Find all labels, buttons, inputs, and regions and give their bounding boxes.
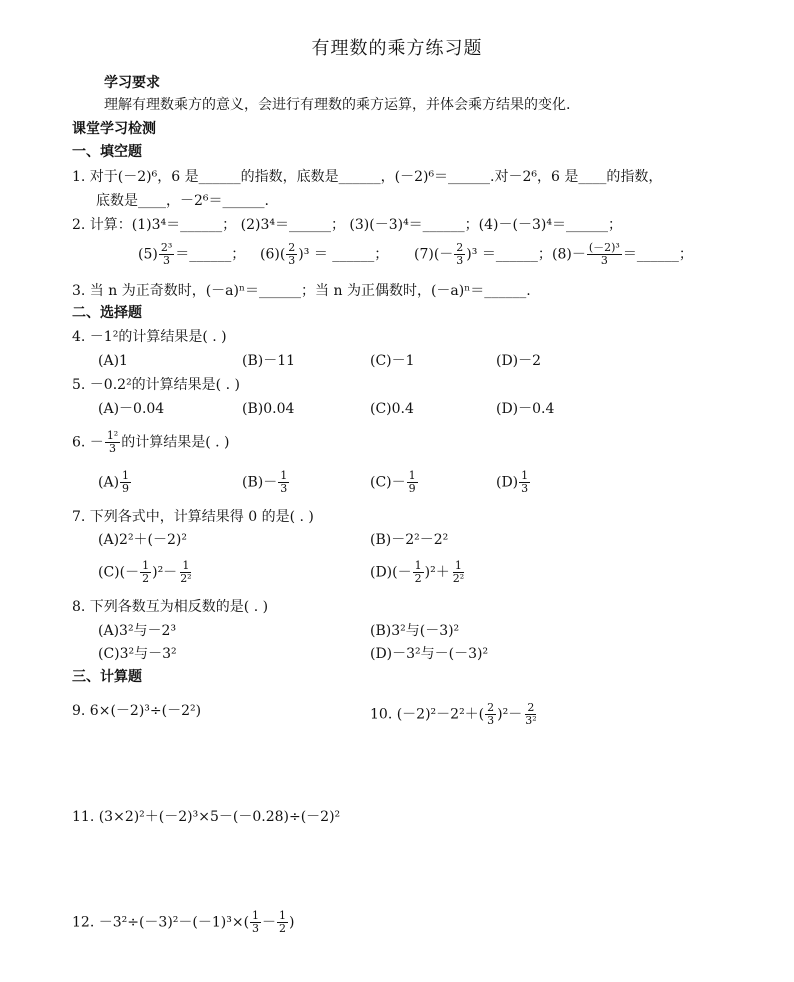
numerator: 1 [280,469,288,482]
answer-blank: )³ ＝______； [466,246,552,263]
fraction [413,560,424,585]
option-label: (B) [242,474,264,491]
question-5-option-a: (A)－0.04 [98,401,165,417]
question-10 [370,702,540,727]
numerator: 2 [456,241,464,254]
denominator: 3 [252,922,260,935]
part-label: (8)－ [552,246,586,263]
question-4-option-a: (A)1 [98,353,128,369]
numerator: 1 [122,469,130,482]
expression-start: 12. －3²÷(－3)²－(－1)³×( [72,914,250,931]
question-12 [72,910,295,935]
operator: )²－ [497,706,523,723]
question-4-stem: 4. －1²的计算结果是( . ) [72,329,227,345]
option-sign: － [391,474,406,491]
fraction [278,470,289,495]
question-1-line-1: 1. 对于(－2)⁶，6 是______的指数，底数是______，(－2)⁶＝______.对－2⁶，6 是____的指数， [72,169,663,185]
question-8-option-a: (A)3²与－2³ [98,623,177,639]
numerator: 1 [454,559,462,572]
part-label: (6)( [260,246,286,263]
question-5-option-d: (D)－0.4 [496,401,555,417]
fraction [277,910,288,935]
fraction [140,560,151,585]
denominator: 3² [525,714,537,727]
option-label: (D)(－ [370,564,412,581]
operator: － [262,914,277,931]
denominator: 3 [487,714,495,727]
fraction [485,702,496,727]
answer-blank: ＝______； [175,246,246,263]
question-5-option-b: (B)0.04 [242,401,295,417]
answer-blank: )³ ＝ ______； [298,246,389,263]
fraction [523,702,538,727]
fraction [178,560,193,585]
fraction [451,560,466,585]
question-7-option-c [98,560,195,585]
question-8-stem: 8. 下列各数互为相反数的是( . ) [72,599,269,615]
question-2-part-5 [138,242,245,267]
numerator: 1 [408,469,416,482]
denominator: 3 [109,442,117,455]
fraction [587,242,622,267]
section-choice: 二、选择题 [72,305,142,321]
question-9: 9. 6×(－2)³÷(－2²) [72,703,202,719]
denominator: 3 [288,254,296,267]
numerator: 2³ [160,241,173,254]
numerator: 1 [521,469,529,482]
question-1-line-2: 底数是____，－2⁶＝______. [96,193,269,209]
operator: )²＋ [424,564,450,581]
question-7-option-b: (B)－2²－2² [370,532,449,548]
requirements-text: 理解有理数乘方的意义，会进行有理数的乘方运算，并体会乘方结果的变化. [104,97,571,113]
numerator: 1² [106,429,119,442]
requirements-heading: 学习要求 [104,75,160,91]
denominator: 2² [180,572,192,585]
question-7-option-a: (A)2²＋(－2)² [98,532,187,548]
question-8-option-d: (D)－3²与－(－3)² [370,646,489,662]
fraction [250,910,261,935]
question-6-option-d [496,470,531,495]
question-4-option-d: (D)－2 [496,353,542,369]
question-8-option-b: (B)3²与(－3)² [370,623,460,639]
fraction [120,470,131,495]
denominator: 9 [408,482,416,495]
question-6-option-b [242,470,290,495]
question-text: 的计算结果是( . ) [121,434,230,451]
numerator: 2 [527,701,535,714]
check-heading: 课堂学习检测 [72,121,156,137]
part-label: (7)(－ [414,246,454,263]
numerator: 1 [252,909,260,922]
denominator: 3 [163,254,171,267]
denominator: 3 [280,482,288,495]
numerator: 2 [487,701,495,714]
fraction [286,242,297,267]
fraction [454,242,465,267]
question-2-part-8 [552,242,693,267]
denominator: 2 [142,572,150,585]
denominator: 3 [600,254,608,267]
option-label: (D) [496,474,519,491]
operator: )²－ [152,564,178,581]
question-number: 6. － [72,434,104,451]
question-6-option-a [98,470,132,495]
option-label: (A) [98,474,120,491]
fraction [159,242,174,267]
question-2-line-1: 2. 计算：(1)3⁴＝______； (2)3⁴＝______； (3)(－3)⁴＝______；(4)－(－3)⁴＝______； [72,217,622,233]
numerator: 1 [414,559,422,572]
question-6-stem [72,430,230,455]
expression-start: 10. (－2)²－2²＋( [370,706,485,723]
numerator: 1 [142,559,150,572]
section-calc: 三、计算题 [72,669,142,685]
question-3: 3. 当 n 为正奇数时，(－a)ⁿ＝______；当 n 为正偶数时，(－a)ⁿ＝______. [72,283,531,299]
question-7-stem: 7. 下列各式中，计算结果得 0 的是( . ) [72,509,314,525]
closing-paren: ) [289,914,295,931]
denominator: 2² [452,572,465,585]
question-6-option-c [370,470,419,495]
question-5-option-c: (C)0.4 [370,401,414,417]
question-7-option-d [370,560,467,585]
answer-blank: ＝______； [622,246,693,263]
page-title: 有理数的乘方练习题 [311,38,483,59]
option-label: (C)(－ [98,564,140,581]
option-label: (C) [370,474,392,491]
question-4-option-c: (C)－1 [370,353,415,369]
question-2-part-6 [260,242,388,267]
question-5-stem: 5. －0.2²的计算结果是( . ) [72,377,240,393]
option-sign: － [263,474,278,491]
denominator: 9 [122,482,130,495]
part-label: (5) [138,246,158,263]
denominator: 2 [414,572,422,585]
denominator: 2 [279,922,287,935]
question-8-option-c: (C)3²与－3² [98,646,177,662]
numerator: 2 [288,241,296,254]
fraction [519,470,530,495]
numerator: 1 [182,559,190,572]
section-fill: 一、填空题 [72,144,142,160]
fraction [407,470,418,495]
denominator: 3 [521,482,529,495]
question-2-part-7 [414,242,552,267]
numerator: (－2)³ [588,241,620,254]
question-4-option-b: (B)－11 [242,353,296,369]
denominator: 3 [456,254,464,267]
question-11: 11. (3×2)²＋(－2)³×5－(－0.28)÷(－2)² [72,809,341,825]
fraction [105,430,120,455]
numerator: 1 [279,909,287,922]
